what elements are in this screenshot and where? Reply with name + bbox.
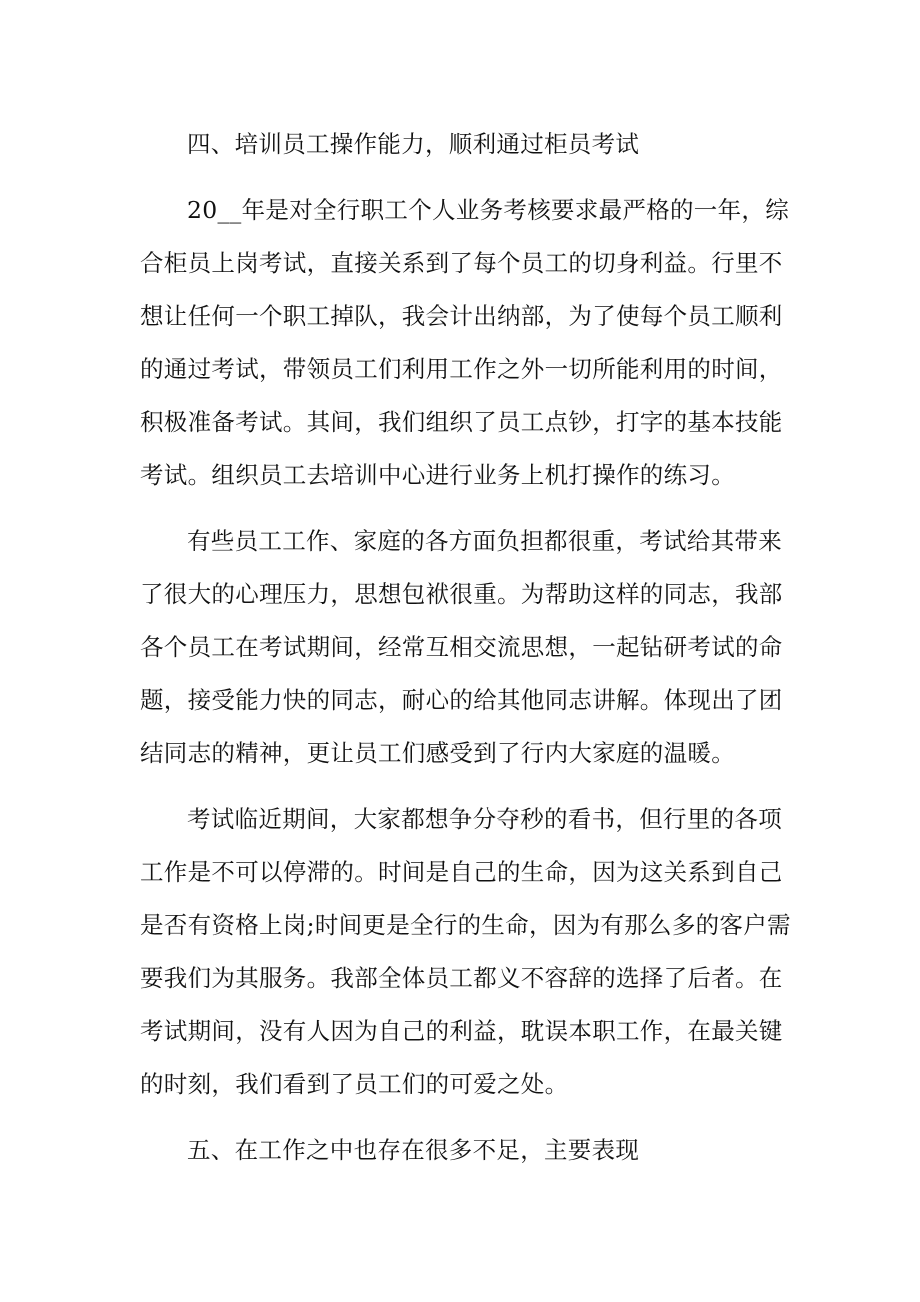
paragraph-line: 的时刻，我们看到了员工们的可爱之处。 [140,1070,569,1098]
paragraph-line: 考试。组织员工去培训中心进行业务上机打操作的练习。 [140,461,735,489]
paragraph-line: 结同志的精神，更让员工们感受到了行内大家庭的温暖。 [140,739,735,767]
paragraph-line: 是否有资格上岗;时间更是全行的生命，因为有那么多的客户需 [140,911,791,939]
paragraph-line: 考试临近期间，大家都想争分夺秒的看书，但行里的各项 [187,805,782,833]
paragraph-exam-overview [140,184,790,502]
paragraph-line: 20__年是对全行职工个人业务考核要求最严格的一年，综 [187,196,790,224]
paragraph-line: 的通过考试，带领员工们利用工作之外一切所能利用的时间， [140,355,783,383]
document-page [140,118,791,1190]
paragraph-mutual-help [140,515,783,780]
paragraph-line: 题，接受能力快的同志，耐心的给其他同志讲解。体现出了团 [140,686,783,714]
paragraph-line: 有些员工工作、家庭的各方面负担都很重，考试给其带来 [187,527,782,555]
section-heading-5 [140,1124,772,1177]
paragraph-line: 各个员工在考试期间，经常互相交流思想，一起钻研考试的命 [140,633,783,661]
paragraph-line: 工作是不可以停滞的。时间是自己的生命，因为这关系到自己 [140,858,783,886]
paragraph-line: 要我们为其服务。我部全体员工都义不容辞的选择了后者。在 [140,964,783,992]
paragraph-line: 想让任何一个职工掉队，我会计出纳部，为了使每个员工顺利 [140,302,783,330]
heading-text: 四、培训员工操作能力，顺利通过柜员考试 [187,130,640,158]
paragraph-line: 合柜员上岗考试，直接关系到了每个员工的切身利益。行里不 [140,249,783,277]
section-heading-4 [140,118,772,171]
paragraph-line: 考试期间，没有人因为自己的利益，耽误本职工作，在最关键 [140,1017,783,1045]
paragraph-work-priority [140,793,791,1111]
paragraph-line: 积极准备考试。其间，我们组织了员工点钞，打字的基本技能 [140,408,783,436]
heading-text: 五、在工作之中也存在很多不足，主要表现 [187,1136,640,1164]
paragraph-line: 了很大的心理压力，思想包袱很重。为帮助这样的同志，我部 [140,580,783,608]
